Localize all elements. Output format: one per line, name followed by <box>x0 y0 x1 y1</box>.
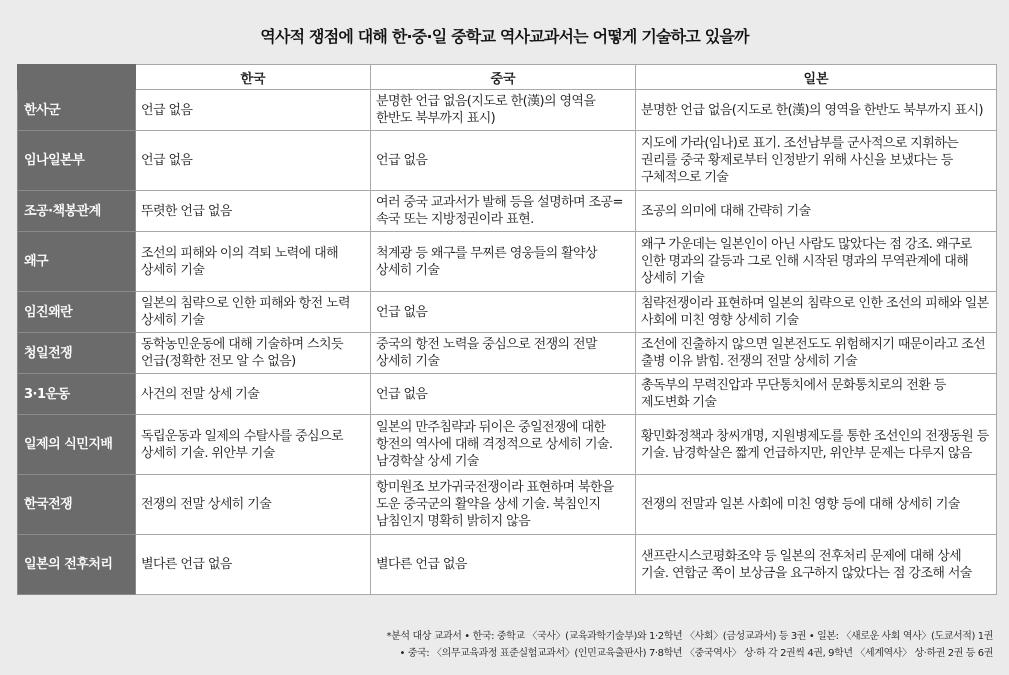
table-row <box>18 131 997 191</box>
cell-japan: 왜구 가운데는 일본인이 아닌 사람도 많았다는 점 강조. 왜구로 인한 명과의 갈등과 그로 인해 시작된 명과의 무역관계에 대해 상세히 기술 <box>636 232 997 292</box>
cell-korea: 일본의 침략으로 인한 피해와 항전 노력 상세히 기술 <box>136 292 371 333</box>
cell-korea: 전쟁의 전말 상세히 기술 <box>136 475 371 535</box>
cell-china: 분명한 언급 없음(지도로 한(漢)의 영역을 한반도 북부까지 표시) <box>371 90 636 131</box>
row-topic: 청일전쟁 <box>18 333 136 374</box>
cell-china: 일본의 만주침략과 뒤이은 중일전쟁에 대한 항전의 역사에 대해 격정적으로 상세히 기술. 남경학살 상세 기술 <box>371 415 636 475</box>
cell-korea: 조선의 피해와 이의 격퇴 노력에 대해 상세히 기술 <box>136 232 371 292</box>
comparison-table <box>17 64 997 595</box>
table-row <box>18 90 997 131</box>
cell-korea: 별다른 언급 없음 <box>136 535 371 595</box>
table-row <box>18 292 997 333</box>
column-header-china: 중국 <box>371 65 636 90</box>
cell-korea: 사건의 전말 상세 기술 <box>136 374 371 415</box>
table-row <box>18 374 997 415</box>
cell-japan: 샌프란시스코평화조약 등 일본의 전후처리 문제에 대해 상세 기술. 연합군 쪽이 보상금을 요구하지 않았다는 점 강조해 서술 <box>636 535 997 595</box>
cell-china: 별다른 언급 없음 <box>371 535 636 595</box>
cell-japan: 황민화정책과 창씨개명, 지원병제도를 통한 조선인의 전쟁동원 등 기술. 남경학살은 짧게 언급하지만, 위안부 문제는 다루지 않음 <box>636 415 997 475</box>
column-header-korea: 한국 <box>136 65 371 90</box>
cell-china: 언급 없음 <box>371 131 636 191</box>
row-topic: 임나일본부 <box>18 131 136 191</box>
cell-japan: 지도에 가라(임나)로 표기. 조선남부를 군사적으로 지휘하는 권리를 중국 황제로부터 인정받기 위해 사신을 보냈다는 등 구체적으로 기술 <box>636 131 997 191</box>
row-topic: 한국전쟁 <box>18 475 136 535</box>
cell-china: 척계광 등 왜구를 무찌른 영웅들의 활약상 상세히 기술 <box>371 232 636 292</box>
cell-japan: 전쟁의 전말과 일본 사회에 미친 영향 등에 대해 상세히 기술 <box>636 475 997 535</box>
source-note-line: *분석 대상 교과서 • 한국: 중학교 〈국사〉(교육과학기술부)와 1·2학년 〈사회〉(금성교과서) 등 3권 • 일본: 〈새로운 사회 역사〉(도쿄서적) 1권 <box>386 631 993 642</box>
table-row <box>18 191 997 232</box>
source-note-line: • 중국: 〈의무교육과정 표준실험교과서〉(인민교육출판사) 7·8학년 〈중국역사〉 상·하 각 2권씩 4권, 9학년 〈세계역사〉 상·하권 2권 등 6권 <box>399 648 993 659</box>
row-topic: 일제의 식민지배 <box>18 415 136 475</box>
table-row <box>18 535 997 595</box>
table-row <box>18 333 997 374</box>
source-notes <box>387 628 993 662</box>
cell-china: 언급 없음 <box>371 292 636 333</box>
row-topic: 한사군 <box>18 90 136 131</box>
cell-japan: 총독부의 무력진압과 무단통치에서 문화통치로의 전환 등 제도변화 기술 <box>636 374 997 415</box>
table-row <box>18 232 997 292</box>
cell-china: 중국의 항전 노력을 중심으로 전쟁의 전말 상세히 기술 <box>371 333 636 374</box>
cell-china: 항미원조 보가귀국전쟁이라 표현하며 북한을 도운 중국군의 활약을 상세 기술. 북침인지 남침인지 명확히 밝히지 않음 <box>371 475 636 535</box>
row-topic: 3·1운동 <box>18 374 136 415</box>
page-title: 역사적 쟁점에 대해 한·중·일 중학교 역사교과서는 어떻게 기술하고 있을까 <box>260 27 749 46</box>
row-topic: 일본의 전후처리 <box>18 535 136 595</box>
row-topic: 임진왜란 <box>18 292 136 333</box>
cell-japan: 조선에 진출하지 않으면 일본전도도 위험해지기 때문이라고 조선 출병 이유 밝힘. 전쟁의 전말 상세히 기술 <box>636 333 997 374</box>
table-header-row <box>18 65 997 90</box>
cell-korea: 언급 없음 <box>136 131 371 191</box>
cell-japan: 분명한 언급 없음(지도로 한(漢)의 영역을 한반도 북부까지 표시) <box>636 90 997 131</box>
table-row <box>18 475 997 535</box>
row-topic: 왜구 <box>18 232 136 292</box>
cell-japan: 침략전쟁이라 표현하며 일본의 침략으로 인한 조선의 피해와 일본 사회에 미친 영향 상세히 기술 <box>636 292 997 333</box>
cell-korea: 언급 없음 <box>136 90 371 131</box>
cell-china: 언급 없음 <box>371 374 636 415</box>
cell-korea: 동학농민운동에 대해 기술하며 스치듯 언급(정확한 전모 알 수 없음) <box>136 333 371 374</box>
table-row <box>18 415 997 475</box>
cell-korea: 뚜렷한 언급 없음 <box>136 191 371 232</box>
cell-china: 여러 중국 교과서가 발해 등을 설명하며 조공=속국 또는 지방정권이라 표현. <box>371 191 636 232</box>
row-topic: 조공·책봉관계 <box>18 191 136 232</box>
column-header-japan: 일본 <box>636 65 997 90</box>
cell-japan: 조공의 의미에 대해 간략히 기술 <box>636 191 997 232</box>
cell-korea: 독립운동과 일제의 수탈사를 중심으로 상세히 기술. 위안부 기술 <box>136 415 371 475</box>
header-corner <box>18 65 136 90</box>
